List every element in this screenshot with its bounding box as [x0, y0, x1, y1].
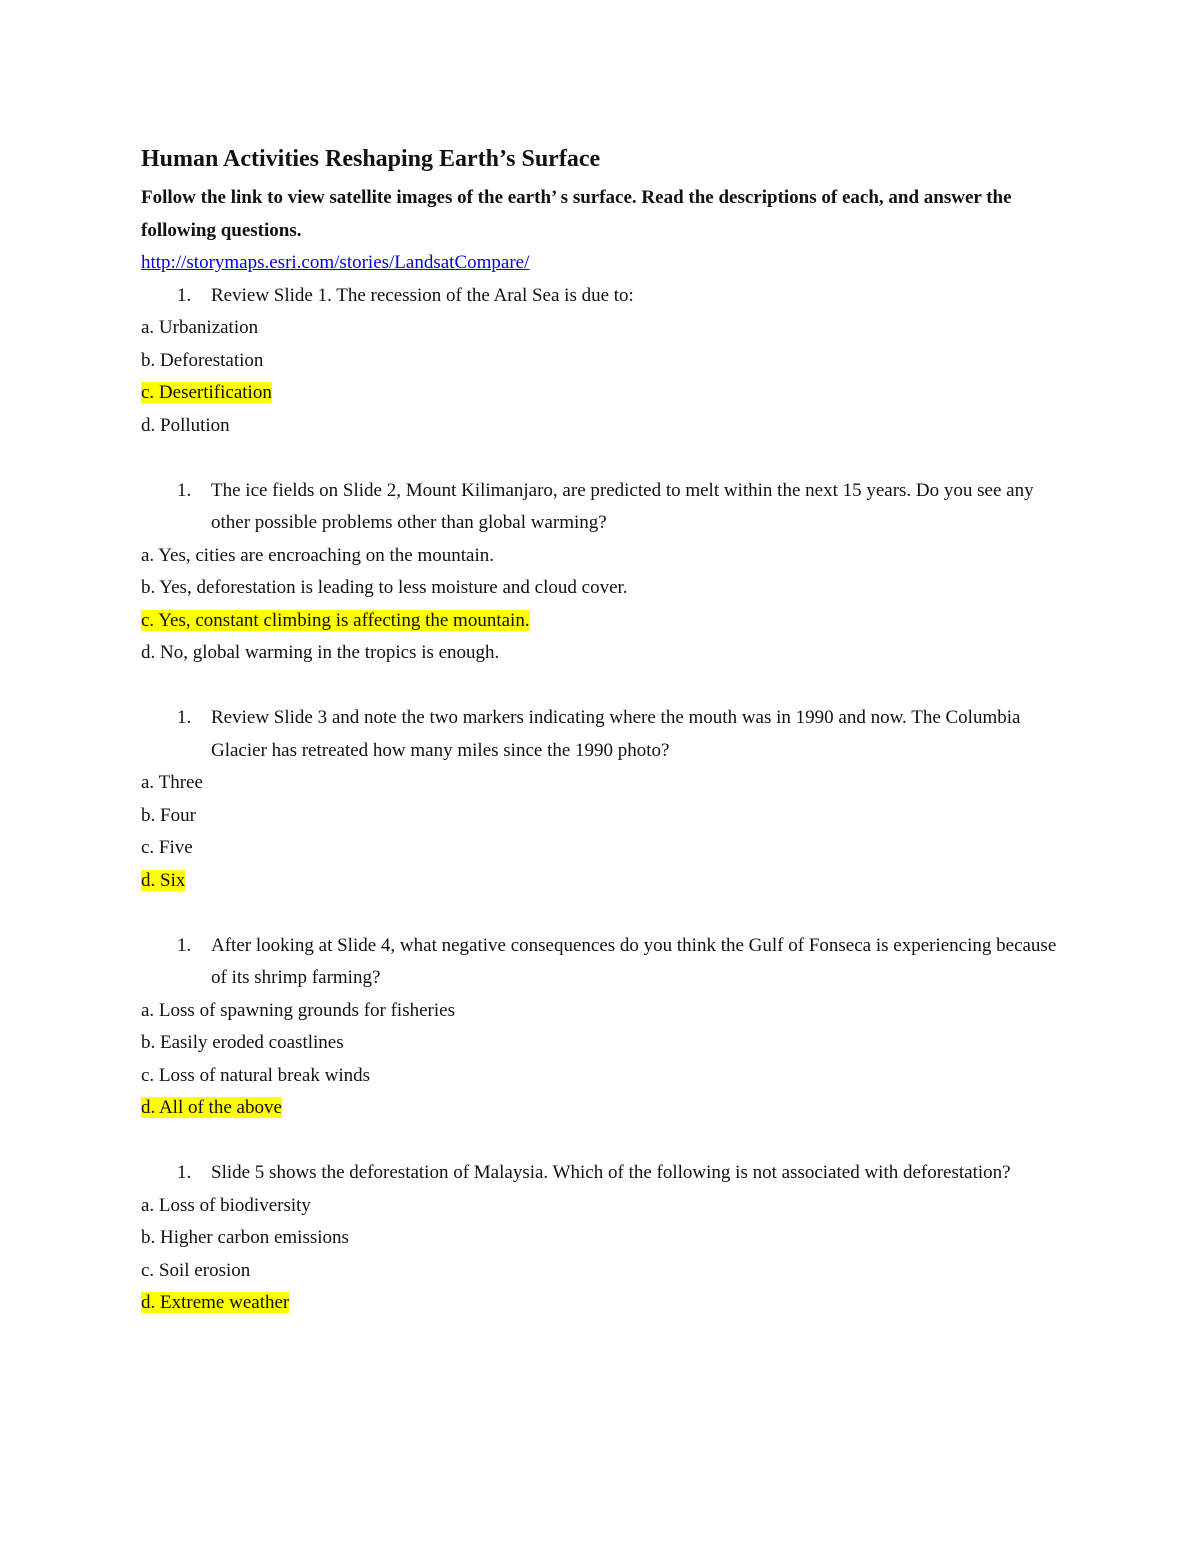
question-text: Review Slide 1. The recession of the Aral Sea is due to: [211, 284, 634, 306]
question-spacer [141, 897, 1061, 930]
answer-text: a. Yes, cities are encroaching on the mountain. [141, 544, 494, 566]
question-number: 1. [177, 707, 192, 728]
answer-option [141, 1190, 1061, 1223]
answer-text: a. Loss of biodiversity [141, 1194, 311, 1216]
answer-option [141, 865, 1061, 898]
question-block [141, 702, 1061, 897]
answer-option [141, 637, 1061, 670]
answer-text: c. Five [141, 837, 193, 858]
question-spacer [141, 1125, 1061, 1158]
highlighted-answer: c. Yes, constant climbing is affecting the mountain. [141, 609, 530, 631]
question-number: 1. [177, 934, 192, 956]
answer-text: a. Loss of spawning grounds for fisheries [141, 999, 455, 1021]
answer-option [141, 377, 1061, 410]
answer-text: b. Higher carbon emissions [141, 1227, 349, 1248]
question-block [141, 930, 1061, 1125]
highlighted-answer: d. All of the above [141, 1097, 282, 1118]
answer-text: b. Yes, deforestation is leading to less moisture and cloud cover. [141, 577, 628, 598]
answer-option [141, 1027, 1061, 1060]
answer-text: b. Deforestation [141, 349, 264, 371]
answer-option [141, 995, 1061, 1028]
answer-option [141, 605, 1061, 638]
link-line [141, 247, 1061, 280]
question-block [141, 280, 1061, 443]
question-text: Slide 5 shows the deforestation of Malaysia. Which of the following is not associated with deforestation? [211, 1162, 1011, 1183]
highlighted-answer: d. Six [141, 869, 186, 891]
answer-option [141, 1222, 1061, 1255]
answer-option [141, 572, 1061, 605]
question-prompt [141, 702, 1061, 767]
question-prompt [141, 475, 1061, 540]
answer-option [141, 1060, 1061, 1093]
question-number: 1. [177, 479, 192, 501]
answer-text: b. Easily eroded coastlines [141, 1032, 344, 1053]
question-prompt [141, 1157, 1061, 1190]
answer-text: d. Pollution [141, 414, 230, 436]
question-block [141, 475, 1061, 670]
answer-option [141, 1255, 1061, 1288]
question-number: 1. [177, 284, 192, 306]
answer-option [141, 1287, 1061, 1320]
answer-text: d. No, global warming in the tropics is enough. [141, 642, 500, 663]
answer-option [141, 312, 1061, 345]
answer-option [141, 345, 1061, 378]
question-spacer [141, 670, 1061, 703]
question-text: Review Slide 3 and note the two markers indicating where the mouth was in 1990 and now. The Columbia Glacier has retreated how many miles since the 1990 photo? [211, 707, 1021, 761]
answer-option [141, 540, 1061, 573]
answer-option [141, 410, 1061, 443]
question-block [141, 1157, 1061, 1320]
answer-text: a. Urbanization [141, 317, 259, 338]
document-content [141, 142, 1061, 1320]
answer-option [141, 1092, 1061, 1125]
answer-option [141, 767, 1061, 800]
question-prompt [141, 930, 1061, 995]
answer-option [141, 800, 1061, 833]
question-number: 1. [177, 1162, 192, 1183]
question-prompt [141, 280, 1061, 313]
question-list [141, 280, 1061, 1320]
question-text: The ice fields on Slide 2, Mount Kilimanjaro, are predicted to melt within the next 15 years. Do you see any other possible problems other than global warming? [211, 479, 1034, 533]
storymaps-link[interactable]: http://storymaps.esri.com/stories/LandsatCompare/ [141, 252, 530, 273]
answer-text: c. Loss of natural break winds [141, 1064, 370, 1086]
highlighted-answer: c. Desertification [141, 382, 272, 403]
answer-text: a. Three [141, 772, 203, 793]
highlighted-answer: d. Extreme weather [141, 1292, 290, 1313]
document-title: Human Activities Reshaping Earth’s Surface [141, 146, 601, 172]
instructions-text: Follow the link to view satellite images of the earth’ s surface. Read the descriptions of each, and answer the following questions. [141, 187, 1012, 241]
answer-option [141, 832, 1061, 865]
question-spacer [141, 442, 1061, 475]
answer-text: b. Four [141, 804, 196, 826]
question-text: After looking at Slide 4, what negative consequences do you think the Gulf of Fonseca is experiencing because of its shrimp farming? [211, 934, 1057, 988]
answer-text: c. Soil erosion [141, 1259, 251, 1281]
